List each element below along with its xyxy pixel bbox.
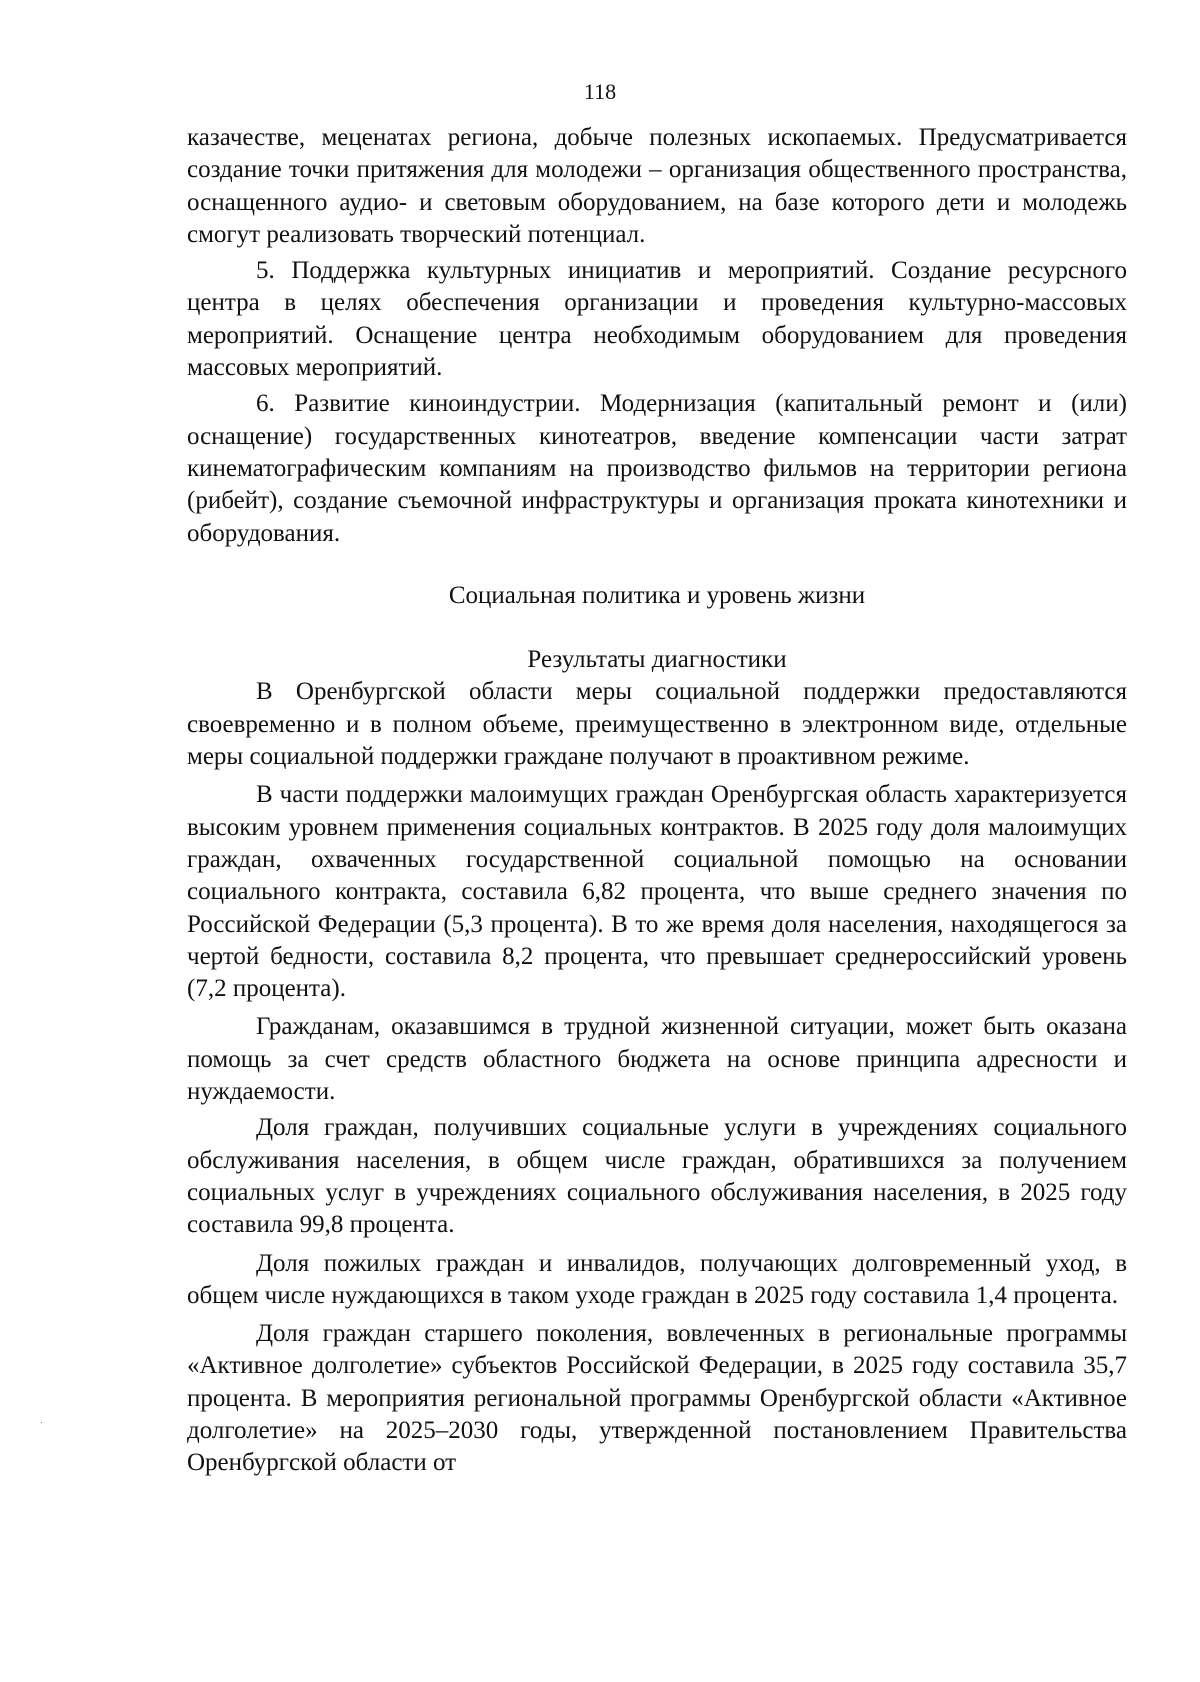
paragraph-long-term-care: Доля пожилых граждан и инвалидов, получающих долговременный уход, в общем числе нуждающихся в таком уходе граждан в 2025 году составила 1,4 процента. <box>187 1249 1127 1309</box>
subsection-heading: Результаты диагностики <box>527 646 787 674</box>
paragraph-item-5: 5. Поддержка культурных инициатив и мероприятий. Создание ресурсного центра в целях обеспечения организации и проведения культурно-массовых мероприятий. Оснащение центра необходимым оборудованием для проведения массовых мероприятий. <box>187 257 1127 382</box>
page-number: 118 <box>583 79 617 104</box>
paragraph-low-income: В части поддержки малоимущих граждан Оренбургская область характеризуется высоким уровнем применения социальных контрактов. В 2025 году доля малоимущих граждан, охваченных государственной социальной помощью на основании социального контракта, составила 6,82 процента, что выше среднего значения по Российской Федерации (5,3 процента). В то же время доля населения, находящегося за чертой бедности, составила 8,2 процента, что превышает среднероссийский уровень (7,2 процента). <box>187 781 1127 1003</box>
paragraph-social-support: В Оренбургской области меры социальной поддержки предоставляются своевременно и в полном объеме, преимущественно в электронном виде, отдельные меры социальной поддержки граждане получают в проактивном режиме. <box>187 678 1127 771</box>
document-body <box>187 122 1127 1480</box>
paragraph-social-services: Доля граждан, получивших социальные услуги в учреждениях социального обслуживания населения, в общем числе граждан, обратившихся за получением социальных услуг в учреждениях социального обслуживания населения, в 2025 году составила 99,8 процента. <box>187 1114 1127 1239</box>
paragraph-item-6: 6. Развитие киноиндустрии. Модернизация (капитальный ремонт и (или) оснащение) государственных кинотеатров, введение компенсации части затрат кинематографическим компаниям на производство фильмов на территории региона (рибейт), создание съемочной инфраструктуры и организация проката кинотехники и оборудования. <box>187 390 1127 547</box>
scan-artifact <box>41 1422 42 1423</box>
paragraph-active-longevity: Доля граждан старшего поколения, вовлеченных в региональные программы «Активное долголетие» субъектов Российской Федерации, в 2025 году составила 35,7 процента. В мероприятия региональной программы Оренбургской области «Активное долголетие» на 2025–2030 годы, утвержденной постановлением Правительства Оренбургской области от <box>187 1320 1127 1477</box>
paragraph-hardship: Гражданам, оказавшимся в трудной жизненной ситуации, может быть оказана помощь за счет средств областного бюджета на основе принципа адресности и нуждаемости. <box>187 1013 1127 1106</box>
paragraph-continuation: казачестве, меценатах региона, добыче полезных ископаемых. Предусматривается создание точки притяжения для молодежи – организация общественного пространства, оснащенного аудио- и световым оборудованием, на базе которого дети и молодежь смогут реализовать творческий потенциал. <box>187 124 1127 248</box>
section-heading: Социальная политика и уровень жизни <box>448 581 866 609</box>
